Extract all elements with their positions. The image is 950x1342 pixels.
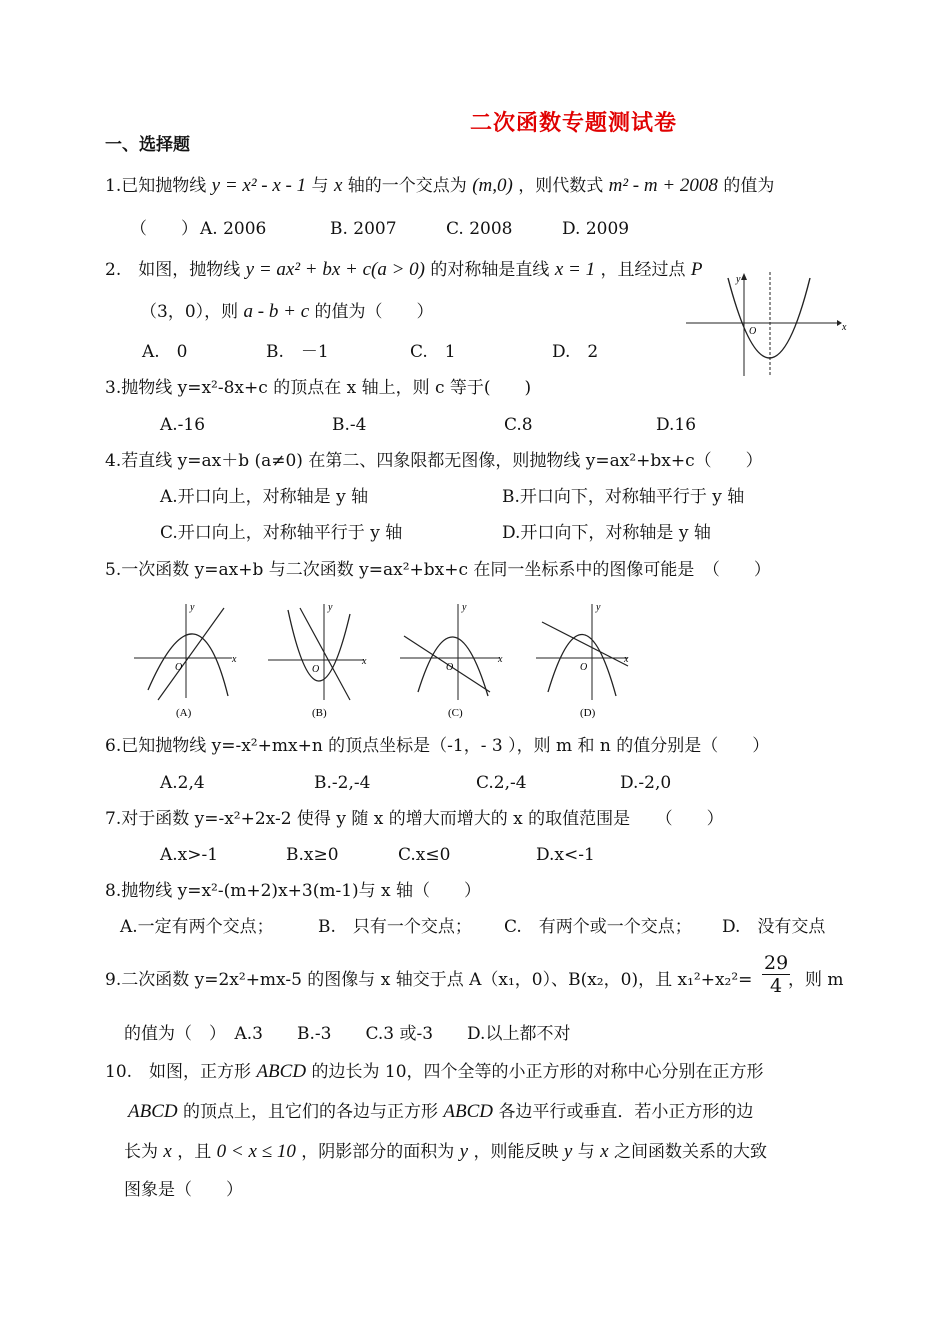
q5-graphs [128, 600, 638, 724]
q7-option-b[interactable]: B.x≥0 [286, 845, 339, 865]
graph-b-y-label: y [328, 602, 333, 613]
q10-l2c: 各边平行或垂直．若小正方形的边 [498, 1102, 754, 1122]
graph-c[interactable] [400, 602, 503, 719]
q4-option-b[interactable]: B.开口向下，对称轴平行于 y 轴 [502, 487, 745, 507]
q2-expr: y = ax² + bx + c(a > 0) [245, 259, 426, 280]
question-9-line2: 的值为（ ） A.3 B.-3 C.3 或-3 D.以上都不对 [124, 1024, 571, 1044]
question-5: 5.一次函数 y=ax+b 与二次函数 y=ax²+bx+c 在同一坐标系中的图像可能是 （ ） [105, 560, 771, 580]
y-arrow-icon [741, 273, 747, 280]
q9-after: ，则 m [788, 970, 844, 990]
q3-option-c[interactable]: C.8 [504, 415, 533, 435]
q1-option-c[interactable]: C. 2008 [446, 219, 513, 239]
q10-l3a: 长为 [124, 1142, 158, 1162]
q10-l3d: ，则能反映 [473, 1142, 559, 1162]
graph-a-y-label: y [190, 602, 195, 613]
graph-b-origin: O [312, 664, 320, 675]
q1-option-b[interactable]: B. 2007 [330, 219, 397, 239]
q10-l3f: 之间函数关系的大致 [614, 1142, 767, 1162]
q1-point: (m,0) [472, 175, 513, 196]
q7-option-c[interactable]: C.x≤0 [398, 845, 451, 865]
question-9: 9.二次函数 y=2x²+mx-5 的图像与 x 轴交于点 A（x₁，0）、B(x₂，0)，且 x₁²+x₂²= [105, 970, 753, 990]
question-7: 7.对于函数 y=-x²+2x-2 使得 y 随 x 的增大而增大的 x 的取值范围是 （ ） [105, 809, 724, 829]
q10-l3b: ，且 [177, 1142, 212, 1162]
graph-d-line [542, 622, 628, 666]
q2-expr2: a - b + c [243, 301, 310, 322]
q1-axis: x [333, 175, 343, 196]
graph-d-label: (D) [580, 707, 596, 719]
q2-axis: x = 1 [554, 259, 596, 280]
graph-a-x-label: x [232, 654, 237, 665]
q2-suffix: ，且经过点 [600, 260, 686, 280]
q8-option-a[interactable]: A.一定有两个交点； [120, 917, 274, 937]
q8-option-d[interactable]: D. 没有交点 [722, 917, 826, 937]
question-8: 8.抛物线 y=x²-(m+2)x+3(m-1)与 x 轴（ ） [105, 881, 482, 901]
q10-l1a: 10. 如图，正方形 [105, 1062, 252, 1082]
graph-d-y-label: y [596, 602, 601, 613]
q10-range: 0 < x ≤ 10 [216, 1141, 296, 1162]
q2-option-b[interactable]: B. －1 [266, 342, 329, 362]
graph-c-label: (C) [448, 707, 463, 719]
q6-option-c[interactable]: C.2,-4 [476, 773, 527, 793]
q2-prefix: 2. 如图，抛物线 [105, 260, 241, 280]
q9-denominator: 4 [770, 975, 783, 997]
section-heading: 一、选择题 [105, 135, 190, 155]
graph-c-x-label: x [498, 654, 503, 665]
q4-option-c[interactable]: C.开口向上，对称轴平行于 y 轴 [160, 523, 403, 543]
q6-option-a[interactable]: A.2,4 [160, 773, 205, 793]
q8-option-c[interactable]: C. 有两个或一个交点； [504, 917, 692, 937]
parabola-curve [728, 278, 810, 358]
q1-mid3: ，则代数式 [518, 176, 604, 196]
q2-point-p: P [690, 259, 703, 280]
graph-d-origin: O [580, 662, 588, 673]
graph-d[interactable] [536, 602, 629, 719]
graph-b-line [300, 608, 350, 700]
graph-a-label: (A) [176, 707, 192, 719]
q2-option-a[interactable]: A. 0 [142, 342, 188, 362]
q1-mid2: 轴的一个交点为 [347, 176, 467, 196]
page-title: 二次函数专题测试卷 [470, 110, 678, 136]
q1-expr2: m² - m + 2008 [608, 175, 718, 196]
question-10-line3 [124, 1140, 767, 1164]
graph-b-label: (B) [312, 707, 327, 719]
graph-a-parabola [148, 634, 228, 696]
question-10-line4: 图象是（ ） [124, 1180, 243, 1200]
graph-c-origin: O [446, 662, 454, 673]
q2-parabola-figure [682, 268, 847, 380]
question-1 [105, 174, 774, 198]
question-2 [105, 258, 703, 282]
fig-y-label: y [736, 274, 741, 285]
question-6: 6.已知抛物线 y=-x²+mx+n 的顶点坐标是（-1，- 3 ），则 m 和 n 的值分别是（ ） [105, 736, 770, 756]
q2-line2a: （3，0），则 [140, 302, 239, 322]
q10-l3c: ，阴影部分的面积为 [301, 1142, 455, 1162]
question-2-line2 [140, 300, 434, 324]
question-3: 3.抛物线 y=x²-8x+c 的顶点在 x 轴上，则 c 等于( ) [105, 378, 532, 398]
q1-mid: 与 [311, 176, 329, 196]
question-10-line2 [128, 1100, 753, 1124]
fig-x-label: x [842, 322, 847, 333]
q10-abcd-3: ABCD [443, 1101, 494, 1122]
q8-option-b[interactable]: B. 只有一个交点； [318, 917, 472, 937]
q7-option-a[interactable]: A.x>-1 [160, 845, 219, 865]
q3-option-a[interactable]: A.-16 [160, 415, 206, 435]
q10-abcd-2: ABCD [128, 1101, 178, 1122]
q1-expr: y = x² - x - 1 [211, 175, 307, 196]
question-10 [105, 1060, 764, 1084]
q6-option-b[interactable]: B.-2,-4 [314, 773, 371, 793]
graph-b-x-label: x [362, 656, 367, 667]
graph-c-y-label: y [462, 602, 467, 613]
graph-d-x-label: x [624, 654, 629, 665]
q10-y-2: y [563, 1141, 573, 1162]
graph-b[interactable] [268, 602, 367, 719]
q10-l1b: 的边长为 10，四个全等的小正方形的对称中心分别在正方形 [311, 1062, 764, 1082]
graph-a-origin: O [175, 662, 183, 673]
q6-option-d[interactable]: D.-2,0 [620, 773, 672, 793]
q1-suffix: 的值为 [723, 176, 775, 196]
q10-l3e: 与 [577, 1142, 595, 1162]
q7-option-d[interactable]: D.x<-1 [536, 845, 595, 865]
graph-a[interactable] [134, 602, 237, 719]
q1-paren: （ ） [130, 219, 198, 239]
q4-option-a[interactable]: A.开口向上，对称轴是 y 轴 [160, 487, 369, 507]
q3-option-d[interactable]: D.16 [656, 415, 697, 435]
q2-line2b: 的值为（ ） [314, 302, 434, 322]
q1-option-a[interactable]: A. 2006 [200, 219, 267, 239]
q3-option-b[interactable]: B.-4 [332, 415, 367, 435]
q9-fraction [762, 952, 790, 997]
q10-abcd: ABCD [256, 1061, 307, 1082]
q10-x: x [163, 1141, 172, 1162]
question-4: 4.若直线 y=ax＋b (a≠0) 在第二、四象限都无图像，则抛物线 y=ax²+bx+c（ ） [105, 451, 763, 471]
q4-option-d[interactable]: D.开口向下，对称轴是 y 轴 [502, 523, 711, 543]
q1-option-d[interactable]: D. 2009 [562, 219, 630, 239]
q2-option-c[interactable]: C. 1 [410, 342, 456, 362]
q2-mid: 的对称轴是直线 [430, 260, 550, 280]
q10-y: y [459, 1141, 469, 1162]
q1-prefix: 1.已知抛物线 [105, 176, 207, 196]
q2-option-d[interactable]: D. 2 [552, 342, 599, 362]
fig-origin-label: O [749, 326, 757, 337]
q10-l2b: 的顶点上，且它们的各边与正方形 [183, 1102, 439, 1122]
q9-numerator: 29 [764, 952, 789, 974]
q10-x-2: x [600, 1141, 609, 1162]
